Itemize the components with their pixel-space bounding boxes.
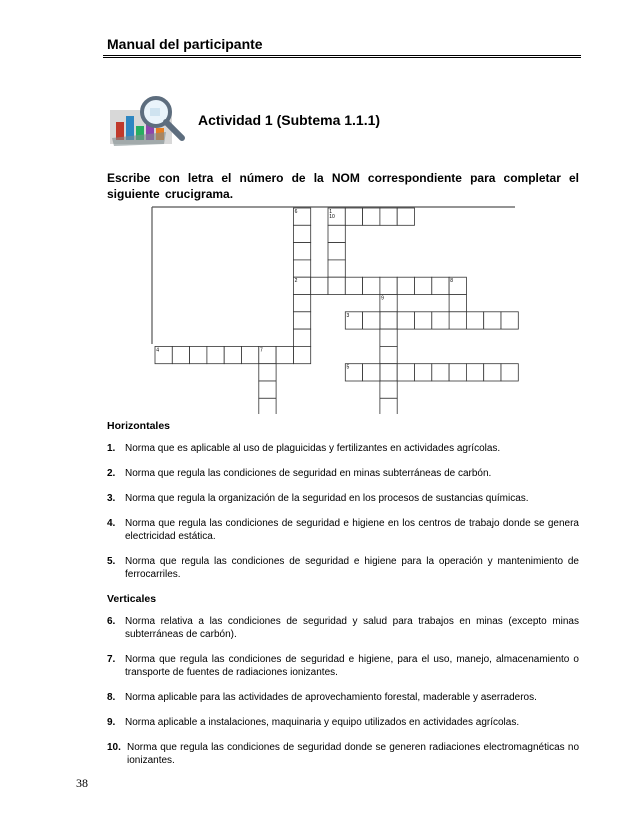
crossword-cell[interactable] <box>466 312 483 329</box>
magnifier-chart-icon <box>106 92 192 148</box>
crossword-cell[interactable] <box>293 260 310 277</box>
crossword-grid <box>150 204 520 414</box>
crossword-cell[interactable] <box>345 277 362 294</box>
clue-item: 10. Norma que regula las condiciones de seguridad donde se generen radiaciones electromagnéticas no ionizantes. <box>107 742 579 766</box>
crossword-cell[interactable] <box>397 312 414 329</box>
page-number: 38 <box>76 776 88 790</box>
crossword-cell[interactable] <box>224 346 241 363</box>
clue-item: 3. Norma que regula la organización de la seguridad en los procesos de sustancias químicas. <box>107 493 529 504</box>
crossword-number-label: 1 <box>329 209 332 215</box>
crossword-cell[interactable] <box>207 346 224 363</box>
crossword-cell[interactable] <box>397 364 414 381</box>
crossword-cell[interactable] <box>293 295 310 312</box>
clue-item: 7. Norma que regula las condiciones de seguridad e higiene, para el uso, manejo, almacenamiento o transporte de fuentes de radiaciones ionizantes. <box>107 654 579 678</box>
crossword-cell[interactable] <box>380 312 397 329</box>
crossword-cell[interactable] <box>380 277 397 294</box>
crossword-cell[interactable] <box>380 398 397 414</box>
clue-item: 6. Norma relativa a las condiciones de seguridad y salud para trabajos en minas (excepto minas subterráneas de carbón). <box>107 616 579 640</box>
crossword-cell[interactable] <box>449 364 466 381</box>
clue-item: 2. Norma que regula las condiciones de seguridad en minas subterráneas de carbón. <box>107 468 492 479</box>
crossword-cell[interactable] <box>328 260 345 277</box>
crossword-cell[interactable] <box>415 312 432 329</box>
crossword-cell[interactable] <box>328 225 345 242</box>
header-divider <box>103 55 581 58</box>
clue-item: 4. Norma que regula las condiciones de seguridad e higiene en los centros de trabajo donde se genera electricidad estática. <box>107 518 579 542</box>
crossword-cell[interactable] <box>293 225 310 242</box>
crossword-cell[interactable] <box>311 277 328 294</box>
crossword-cell[interactable] <box>466 364 483 381</box>
crossword-cell[interactable] <box>293 243 310 260</box>
crossword-cell[interactable] <box>415 364 432 381</box>
crossword-number-label: 6 <box>294 209 298 215</box>
crossword-cell[interactable] <box>363 364 380 381</box>
crossword-cell[interactable] <box>380 364 397 381</box>
crossword-cell[interactable] <box>276 346 293 363</box>
crossword-cell[interactable] <box>397 208 414 225</box>
verticales-heading: Verticales <box>107 593 157 605</box>
crossword-cell[interactable] <box>449 295 466 312</box>
crossword-number-label: 3 <box>346 312 350 319</box>
crossword-cell[interactable] <box>363 277 380 294</box>
crossword-number-label: 8 <box>450 278 454 285</box>
clue-item: 9. Norma aplicable a instalaciones, maquinaria y equipo utilizados en actividades agrícolas. <box>107 717 520 728</box>
crossword-cell[interactable] <box>345 208 362 225</box>
instruction-text: Escribe con letra el número de la NOM correspondiente para completar el siguiente crucigrama. <box>107 171 579 201</box>
clue-item: 1. Norma que es aplicable al uso de plaguicidas y fertilizantes en actividades agrícolas. <box>107 443 501 454</box>
clue-item: 5. Norma que regula las condiciones de seguridad e higiene para la operación y mantenimiento de ferrocarriles. <box>107 556 579 580</box>
crossword-cell[interactable] <box>449 312 466 329</box>
crossword-cell[interactable] <box>259 364 276 381</box>
clues-section <box>107 420 579 779</box>
verticales-list <box>107 615 579 767</box>
crossword-cell[interactable] <box>501 312 518 329</box>
crossword-cell[interactable] <box>293 346 310 363</box>
crossword-number-label: 4 <box>156 347 159 354</box>
crossword-cell[interactable] <box>363 208 380 225</box>
crossword-cell[interactable] <box>328 243 345 260</box>
crossword-cell[interactable] <box>293 329 310 346</box>
crossword-cell[interactable] <box>484 364 501 381</box>
crossword-cell[interactable] <box>172 346 189 363</box>
crossword-cell[interactable] <box>432 277 449 294</box>
crossword-number-label: 5 <box>346 364 350 371</box>
crossword-cell[interactable] <box>501 364 518 381</box>
crossword-cell[interactable] <box>432 364 449 381</box>
crossword-cell[interactable] <box>415 277 432 294</box>
crossword-cell[interactable] <box>380 208 397 225</box>
crossword-cell[interactable] <box>380 381 397 398</box>
crossword-cell[interactable] <box>380 346 397 363</box>
crossword-cell[interactable] <box>328 277 345 294</box>
crossword-number-label: 2 <box>294 278 298 285</box>
crossword-cell[interactable] <box>259 398 276 414</box>
crossword-cell[interactable] <box>380 329 397 346</box>
crossword-number-label: 10 <box>329 214 335 220</box>
manual-title: Manual del participante <box>107 36 263 52</box>
crossword-cell[interactable] <box>484 312 501 329</box>
clue-item: 8. Norma aplicable para las actividades de aprovechamiento forestal, maderable y aserraderos. <box>107 692 537 703</box>
crossword-cell[interactable] <box>259 381 276 398</box>
horizontales-heading: Horizontales <box>107 420 171 432</box>
crossword-cell[interactable] <box>432 312 449 329</box>
crossword-cell[interactable] <box>363 312 380 329</box>
crossword-number-label: 9 <box>381 295 384 302</box>
crossword-cell[interactable] <box>242 346 259 363</box>
activity-title: Actividad 1 (Subtema 1.1.1) <box>198 112 381 128</box>
crossword-cell[interactable] <box>293 312 310 329</box>
crossword-cell[interactable] <box>190 346 207 363</box>
crossword-number-label: 7 <box>260 347 263 354</box>
crossword-cell[interactable] <box>397 277 414 294</box>
horizontales-list <box>107 442 579 581</box>
